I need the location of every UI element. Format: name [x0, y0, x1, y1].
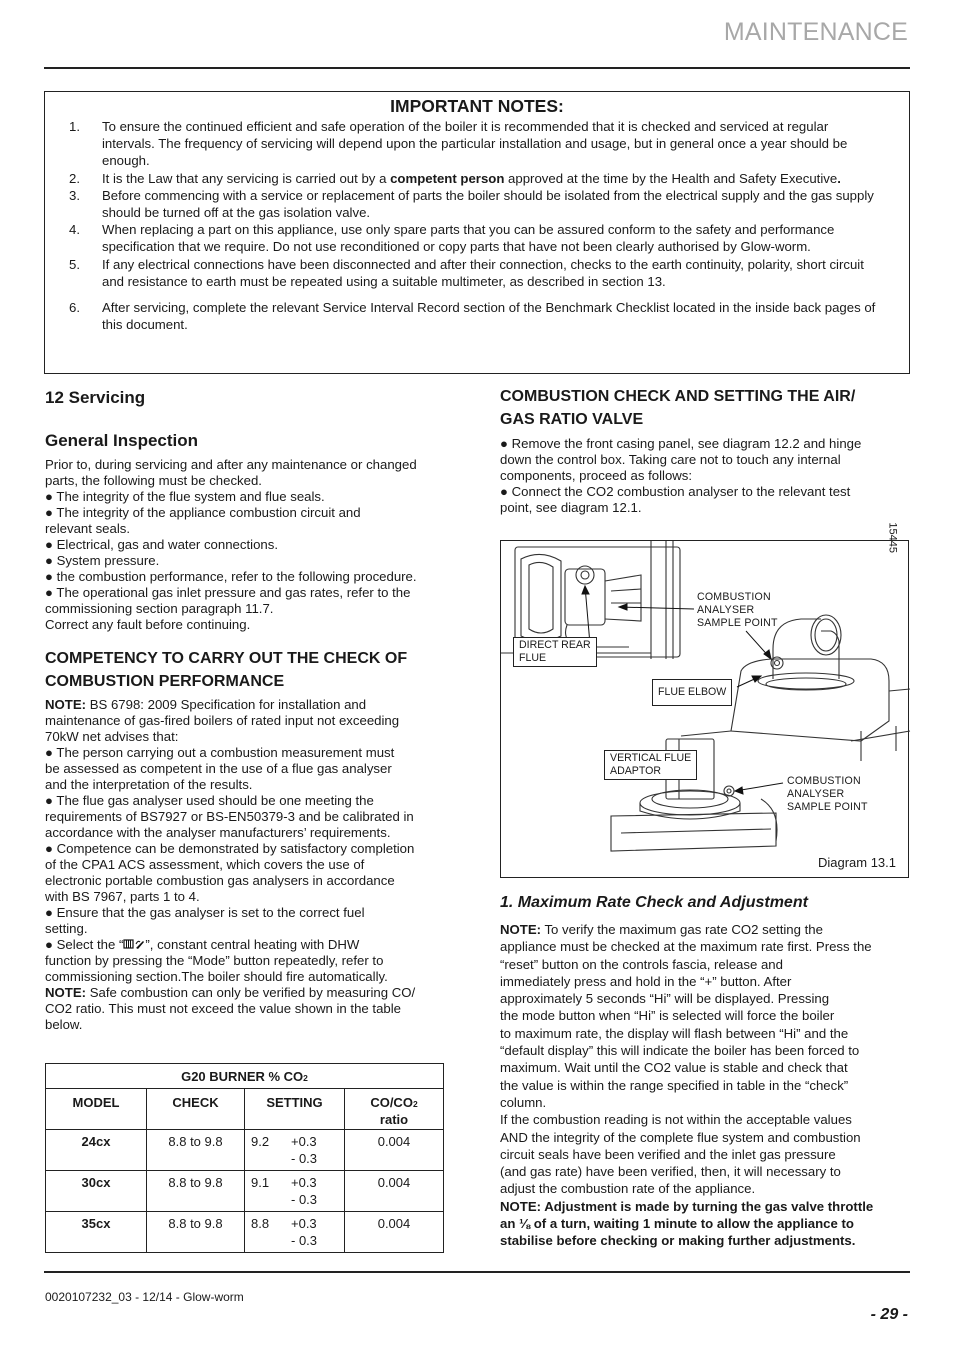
- diagram-reference-number: 15445: [887, 522, 899, 553]
- label-combustion-sample-point-1: COMBUSTION ANALYSER SAMPLE POINT: [697, 591, 778, 629]
- diagram-caption: Diagram 13.1: [817, 855, 896, 870]
- col-header-check: CHECK: [147, 1089, 245, 1130]
- right-column: [500, 386, 912, 516]
- general-inspection-text: Prior to, during servicing and after any maintenance or changed parts, the following must be checked. ● The integrity of the flue system and flue seals. ● The integrity of the appliance combustion circuit and relevant seals. ● Electrical, gas and water connections. ● System pressure. ● the combustion performance, refer to the following procedure. ● The operational gas inlet pressure and gas rates, refer to the commissioning section paragraph 11.7. Correct any fault before continuing.: [45, 457, 417, 632]
- g20-burner-table: [45, 1063, 444, 1253]
- important-notes-title: IMPORTANT NOTES:: [390, 96, 564, 116]
- note-item: 5. If any electrical connections have been disconnected and after their connection, checks to the earth continuity, polarity, short circuit and resistance to earth must be repeated using a suitable multimeter, as described in section 13.: [69, 256, 864, 289]
- note-item: 6. After servicing, complete the relevant Service Interval Record section of the Benchmark Checklist located in the inside back pages of this document.: [69, 300, 876, 333]
- col-header-model: MODEL: [46, 1089, 147, 1130]
- table-caption: G20 BURNER % CO2: [46, 1064, 444, 1089]
- header-rule: [44, 67, 910, 69]
- heating-mode-icon: [123, 937, 145, 952]
- label-flue-elbow: FLUE ELBOW: [652, 679, 732, 706]
- page-section-title: MAINTENANCE: [723, 18, 908, 46]
- competency-text: NOTE: BS 6798: 2009 Specification for installation and maintenance of gas-fired boilers of rated input not exceeding 70kW net advises that: ● The person carrying out a combustion measurement must be assessed as competent in the use of a flue gas analyser and the interpretation of the results. ● The flue gas analyser used should be one meeting the requirements of BS7927 or BS-EN50379-3 and be calibrated in accordance with the analyser manufacturers’ requirements. ● Competence can be demonstrated by satisfactory completion of the CPA1 ACS assessment, which covers the use of electronic portable combustion gas analysers in accordance with BS 7967, parts 1 to 4. ● Ensure that the gas analyser is set to the correct fuel setting. ● Select the “ ”, constant central heating with DHW function by pressing the “Mode” button repeatedly, refer to commissioning section.The boiler should fire automatically. NOTE: Safe combustion can only be verified by measuring CO/ CO2 ratio. This must not exceed the value shown in the table below.: [45, 697, 416, 1032]
- table-header-row: [46, 1089, 444, 1130]
- label-combustion-sample-point-2: COMBUSTION ANALYSER SAMPLE POINT: [787, 775, 868, 813]
- col-header-ratio: CO/CO2 ratio: [345, 1089, 444, 1130]
- table-row: 24cx 8.8 to 9.8 9.2 +0.3 - 0.3 0.004: [46, 1130, 444, 1171]
- table-row: 35cx 8.8 to 9.8 8.8 +0.3 - 0.3 0.004: [46, 1212, 444, 1253]
- left-column: [45, 386, 455, 1033]
- note-item: 1. To ensure the continued efficient and safe operation of the boiler it is recommended that it is checked and serviced at regular intervals. The frequency of servicing will depend upon the particular installation and usage, but in general once a year should be enough.: [69, 119, 848, 169]
- important-notes-box: [44, 91, 910, 374]
- document-code: 0020107232_03 - 12/14 - Glow-worm: [45, 1290, 244, 1304]
- general-inspection-heading: General Inspection: [45, 431, 199, 450]
- note-item: 2. It is the Law that any servicing is carried out by a competent person approved at the time by the Health and Safety Executive.: [69, 170, 841, 186]
- label-direct-rear-flue: DIRECT REAR FLUE: [513, 637, 597, 667]
- combustion-check-heading: COMBUSTION CHECK AND SETTING THE AIR/ GAS RATIO VALVE: [500, 388, 856, 428]
- important-notes-list: [45, 118, 909, 333]
- max-rate-text: NOTE: To verify the maximum gas rate CO2 setting the appliance must be checked at the maximum rate first. Press the “reset” button on the controls fascia, release and immediately press and hold in the “+” button. After approximately 5 seconds “Hi” will be displayed. Pressing the mode button when “Hi” is selected will force the boiler to maximum rate, the display will flash between “Hi” and the “default display” this will indicate the boiler has been forced to maximum. Wait until the CO2 value is stable and check that the value is within the range specified in table in the “check” column. If the combustion reading is not within the acceptable values AND the integrity of the complete flue system and combustion circuit seals have been verified and the inlet gas pressure (and gas rate) have been verified, then, it will necessary to adjust the combustion rate of the appliance. NOTE: Adjustment is made by turning the gas valve throttle an ⅛ of a turn, waiting 1 minute to allow the appliance to stabilise before checking or making further adjustments.: [500, 922, 874, 1249]
- label-vertical-flue-adaptor: VERTICAL FLUE ADAPTOR: [604, 750, 697, 780]
- col-header-setting: SETTING: [245, 1089, 345, 1130]
- note-item: 4. When replacing a part on this appliance, use only spare parts that you can be assured conform to the safety and performance specification that we require. Do not use reconditioned or copy parts that have not been clearly authorised by Glow-worm.: [69, 222, 835, 255]
- note-item: 3. Before commencing with a service or replacement of parts the boiler should be isolated from the electrical supply and the gas supply should be turned off at the gas isolation valve.: [69, 187, 874, 221]
- competency-heading: COMPETENCY TO CARRY OUT THE CHECK OF COMBUSTION PERFORMANCE: [45, 650, 408, 690]
- combustion-check-text: ● Remove the front casing panel, see diagram 12.2 and hinge down the control box. Taking care not to touch any internal components, proceed as follows: ● Connect the CO2 combustion analyser to the relevant test point, see diagram 12.1.: [500, 436, 862, 515]
- max-rate-section: [500, 892, 912, 1250]
- competent-person-emphasis: competent person: [390, 170, 505, 186]
- diagram-13-1: [500, 522, 909, 878]
- footer-rule: [44, 1271, 910, 1273]
- max-rate-heading: 1. Maximum Rate Check and Adjustment: [500, 894, 808, 911]
- page-number: - 29 -: [870, 1306, 908, 1323]
- table-row: 30cx 8.8 to 9.8 9.1 +0.3 - 0.3 0.004: [46, 1171, 444, 1212]
- section-heading-servicing: 12 Servicing: [45, 388, 146, 407]
